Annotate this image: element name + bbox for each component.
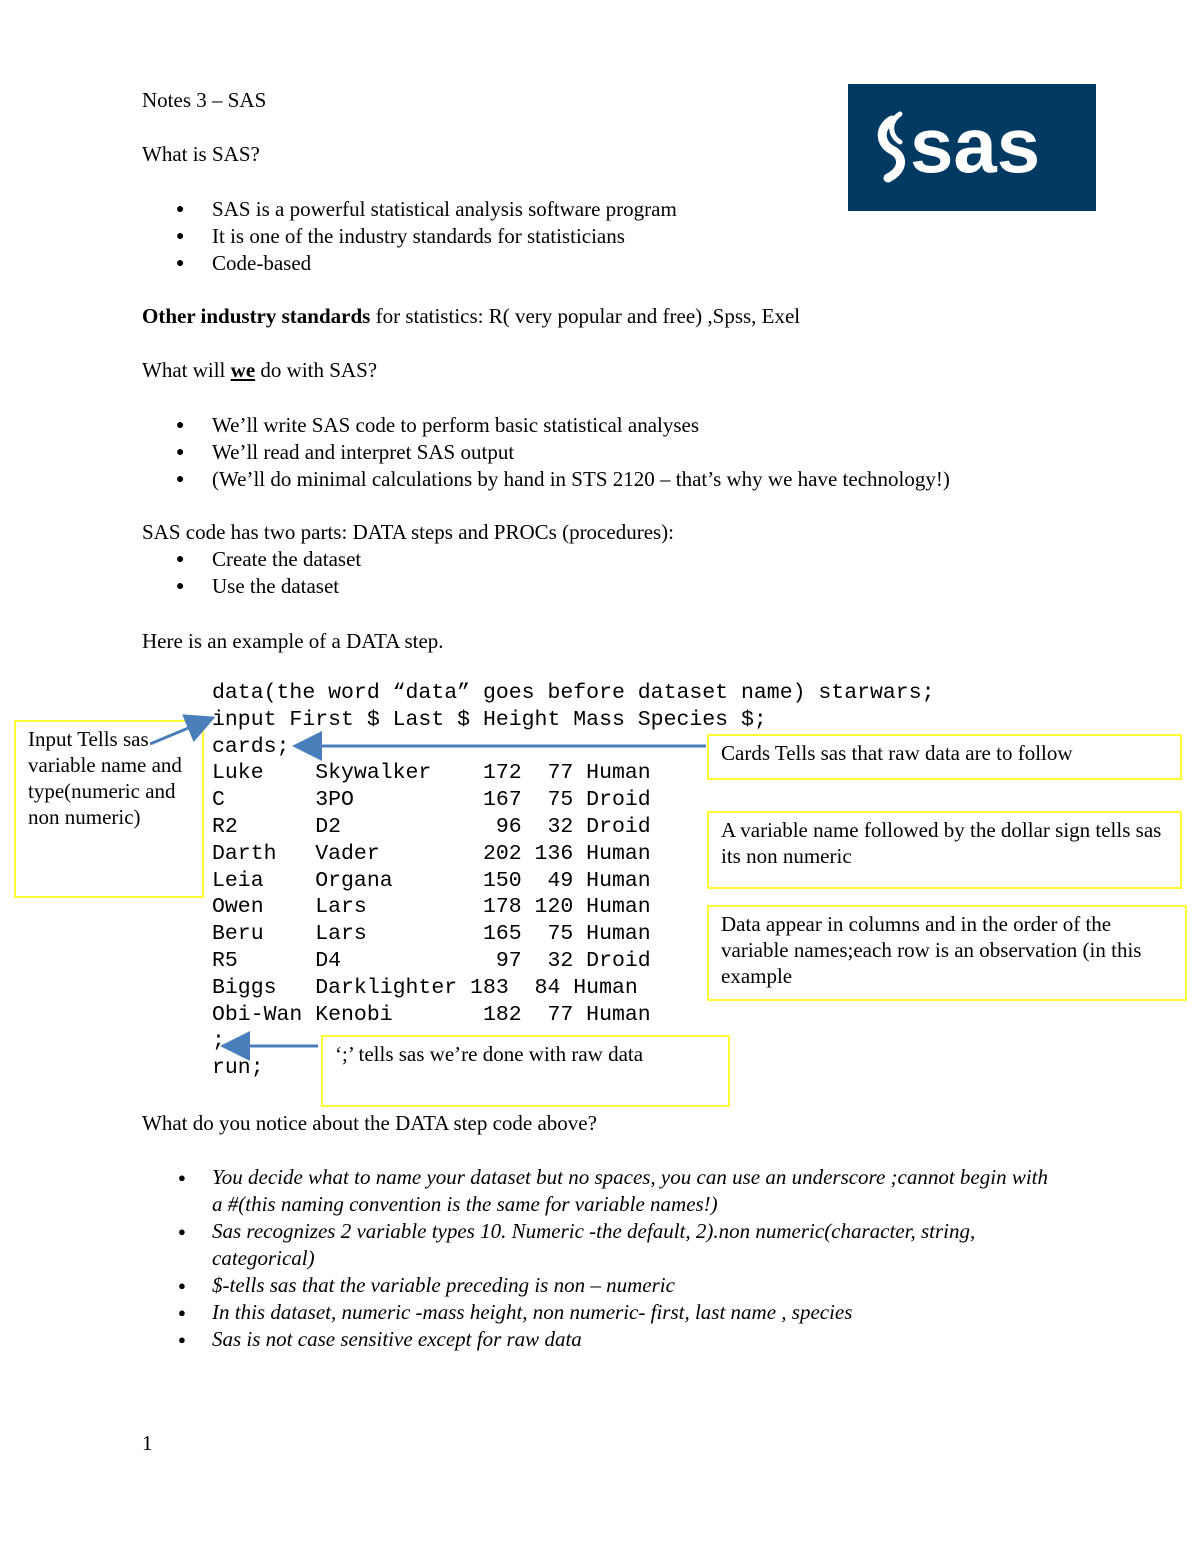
other-standards-bold: Other industry standards (142, 304, 371, 328)
code-line: cards; (212, 734, 290, 759)
cards-annotation-box: Cards Tells sas that raw data are to follow (707, 734, 1182, 780)
list-item: ● It is one of the industry standards for statisticians (142, 223, 677, 250)
sas-logo-text: sas (910, 101, 1041, 189)
semicolon-annotation-box: ‘;’ tells sas we’re done with raw data (321, 1035, 730, 1107)
code-row: R2 D2 96 32 Droid (212, 814, 651, 839)
list-item: ● $-tells sas that the variable preceding is non – numeric (142, 1272, 1062, 1299)
notice-list (142, 1164, 1062, 1353)
code-row: R5 D4 97 32 Droid (212, 948, 651, 973)
question-what-is-sas: What is SAS? (142, 142, 260, 166)
list-item: ● In this dataset, numeric -mass height, non numeric- first, last name , species (142, 1299, 1062, 1326)
page-title: Notes 3 – SAS (142, 88, 267, 112)
what-will-pre: What will (142, 358, 231, 382)
list-item: ● We’ll read and interpret SAS output (142, 439, 950, 466)
two-parts-line: SAS code has two parts: DATA steps and PROCs (procedures): (142, 520, 675, 544)
code-row: Leia Organa 150 49 Human (212, 868, 651, 893)
code-row: Obi-Wan Kenobi 182 77 Human (212, 1002, 651, 1027)
list-item: ● Use the dataset (142, 573, 361, 600)
code-row: C 3PO 167 75 Droid (212, 788, 651, 813)
code-row: Luke Skywalker 172 77 Human (212, 761, 651, 786)
example-intro: Here is an example of a DATA step. (142, 629, 444, 653)
list-item: ● You decide what to name your dataset but no spaces, you can use an underscore ;cannot begin with a #(this naming convention is the same for variable names!) (142, 1164, 1062, 1218)
code-line: ; (212, 1029, 225, 1054)
other-standards-rest: for statistics: R( very popular and free) ,Spss, Exel (370, 304, 801, 328)
code-line: input First $ Last $ Height Mass Species $; (212, 707, 767, 732)
columns-annotation-box: Data appear in columns and in the order of the variable names;each row is an observation (in this example (707, 905, 1187, 1001)
code-row: Owen Lars 178 120 Human (212, 895, 651, 920)
list-item: ● Sas recognizes 2 variable types 10. Numeric -the default, 2).non numeric(character, string, categorical) (142, 1218, 1062, 1272)
notice-question: What do you notice about the DATA step code above? (142, 1111, 597, 1135)
list-item: ● (We’ll do minimal calculations by hand in STS 2120 – that’s why we have technology!) (142, 466, 950, 493)
list-item: ● Create the dataset (142, 546, 361, 573)
what-will-post: do with SAS? (255, 358, 378, 382)
input-annotation-box: Input Tells sas variable name and type(numeric and non numeric) (14, 720, 204, 898)
code-row: Beru Lars 165 75 Human (212, 922, 651, 947)
page-number: 1 (142, 1431, 153, 1455)
arrow-input (150, 719, 210, 744)
code-row: Biggs Darklighter 183 84 Human (212, 975, 638, 1000)
what-will-emph: we (230, 358, 256, 382)
list-item: ● We’ll write SAS code to perform basic statistical analyses (142, 412, 950, 439)
code-line: data(the word “data” goes before dataset name) starwars; (212, 681, 935, 705)
list-item: ● SAS is a powerful statistical analysis software program (142, 196, 677, 223)
list-item: ● Sas is not case sensitive except for raw data (142, 1326, 1062, 1353)
dollar-annotation-box: A variable name followed by the dollar sign tells sas its non numeric (707, 811, 1182, 889)
code-row: Darth Vader 202 136 Human (212, 841, 651, 866)
code-line: run; (212, 1056, 264, 1081)
list-item: ● Code-based (142, 250, 677, 277)
